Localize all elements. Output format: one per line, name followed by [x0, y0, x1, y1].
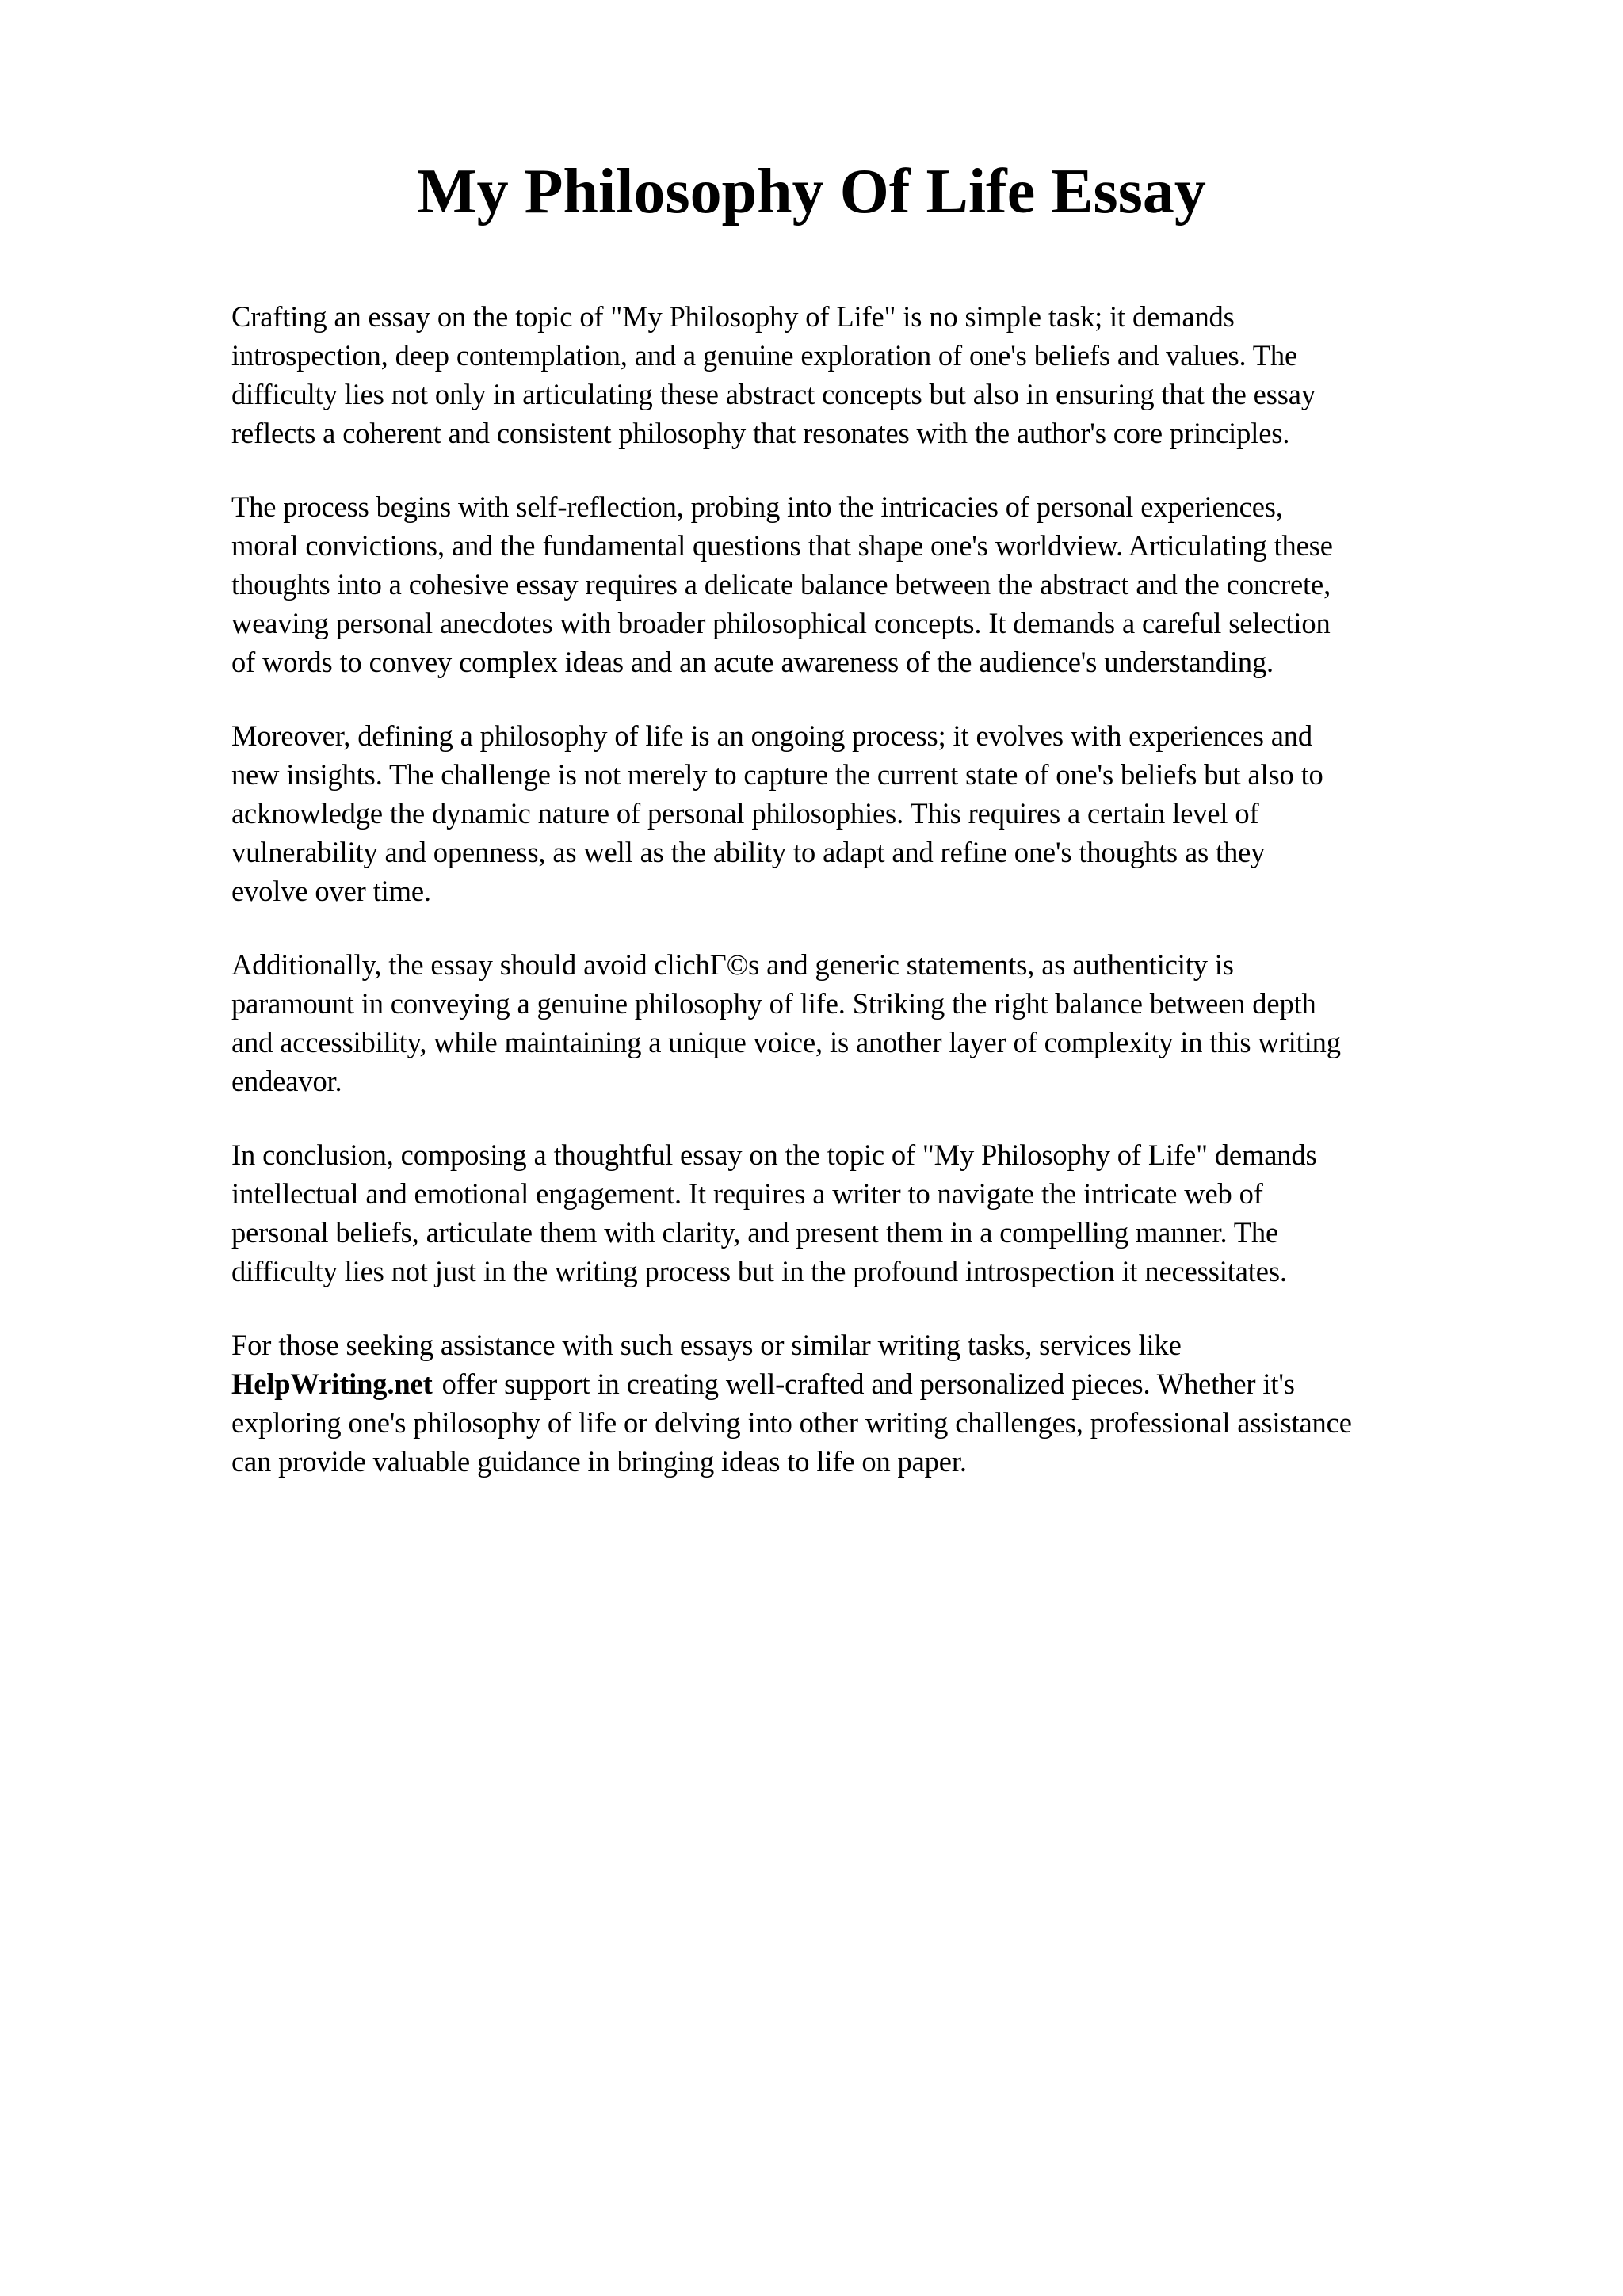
- text-line: Crafting an essay on the topic of "My Philosophy of Life" is no simple task; it demands: [231, 300, 1235, 333]
- text-line: weaving personal anecdotes with broader philosophical concepts. It demands a careful selection: [231, 607, 1331, 639]
- essay-body: [231, 297, 1515, 1516]
- paragraph-3: [231, 716, 1515, 910]
- text-line: and accessibility, while maintaining a unique voice, is another layer of complexity in this writing: [231, 1026, 1341, 1058]
- page-title: My Philosophy Of Life Essay: [417, 157, 1206, 227]
- text-line: exploring one's philosophy of life or delving into other writing challenges, professional assistance: [231, 1406, 1352, 1439]
- text-line: Additionally, the essay should avoid clichГ©s and generic statements, as authenticity is: [231, 948, 1234, 981]
- paragraph-6: [231, 1325, 1515, 1481]
- text-fragment: offer support in creating well-crafted and personalized pieces. Whether it's: [441, 1367, 1295, 1400]
- text-line: can provide valuable guidance in bringing ideas to life on paper.: [231, 1445, 967, 1478]
- text-line: personal beliefs, articulate them with clarity, and present them in a compelling manner. The: [231, 1216, 1279, 1249]
- text-line: Moreover, defining a philosophy of life is an ongoing process; it evolves with experiences and: [231, 719, 1313, 752]
- text-line: evolve over time.: [231, 875, 431, 907]
- text-line: introspection, deep contemplation, and a genuine exploration of one's beliefs and values. The: [231, 339, 1298, 372]
- paragraph-5: [231, 1135, 1515, 1291]
- brand-name: HelpWriting.net: [231, 1367, 433, 1400]
- text-line: of words to convey complex ideas and an acute awareness of the audience's understanding.: [231, 646, 1274, 678]
- text-line: moral convictions, and the fundamental questions that shape one's worldview. Articulating these: [231, 529, 1333, 562]
- paragraph-2: [231, 487, 1515, 681]
- text-line: For those seeking assistance with such essays or similar writing tasks, services like: [231, 1329, 1182, 1361]
- text-line: difficulty lies not only in articulating these abstract concepts but also in ensuring that the essay: [231, 378, 1316, 410]
- text-line: The process begins with self-reflection, probing into the intricacies of personal experiences,: [231, 490, 1283, 523]
- text-line: acknowledge the dynamic nature of personal philosophies. This requires a certain level of: [231, 797, 1259, 830]
- text-line: reflects a coherent and consistent philosophy that resonates with the author's core principles.: [231, 417, 1290, 449]
- text-line: endeavor.: [231, 1065, 342, 1097]
- paragraph-1: [231, 297, 1515, 452]
- text-line-with-brand: [231, 1364, 1515, 1403]
- text-line: difficulty lies not just in the writing process but in the profound introspection it necessitates.: [231, 1255, 1287, 1287]
- text-line: In conclusion, composing a thoughtful essay on the topic of "My Philosophy of Life" demands: [231, 1138, 1317, 1171]
- text-line: intellectual and emotional engagement. It requires a writer to navigate the intricate web of: [231, 1177, 1263, 1210]
- text-line: paramount in conveying a genuine philosophy of life. Striking the right balance between depth: [231, 987, 1316, 1020]
- paragraph-4: [231, 945, 1515, 1100]
- text-line: thoughts into a cohesive essay requires a delicate balance between the abstract and the concrete,: [231, 568, 1331, 601]
- text-line: new insights. The challenge is not merely to capture the current state of one's beliefs but also to: [231, 758, 1323, 791]
- text-line: vulnerability and openness, as well as the ability to adapt and refine one's thoughts as they: [231, 836, 1266, 868]
